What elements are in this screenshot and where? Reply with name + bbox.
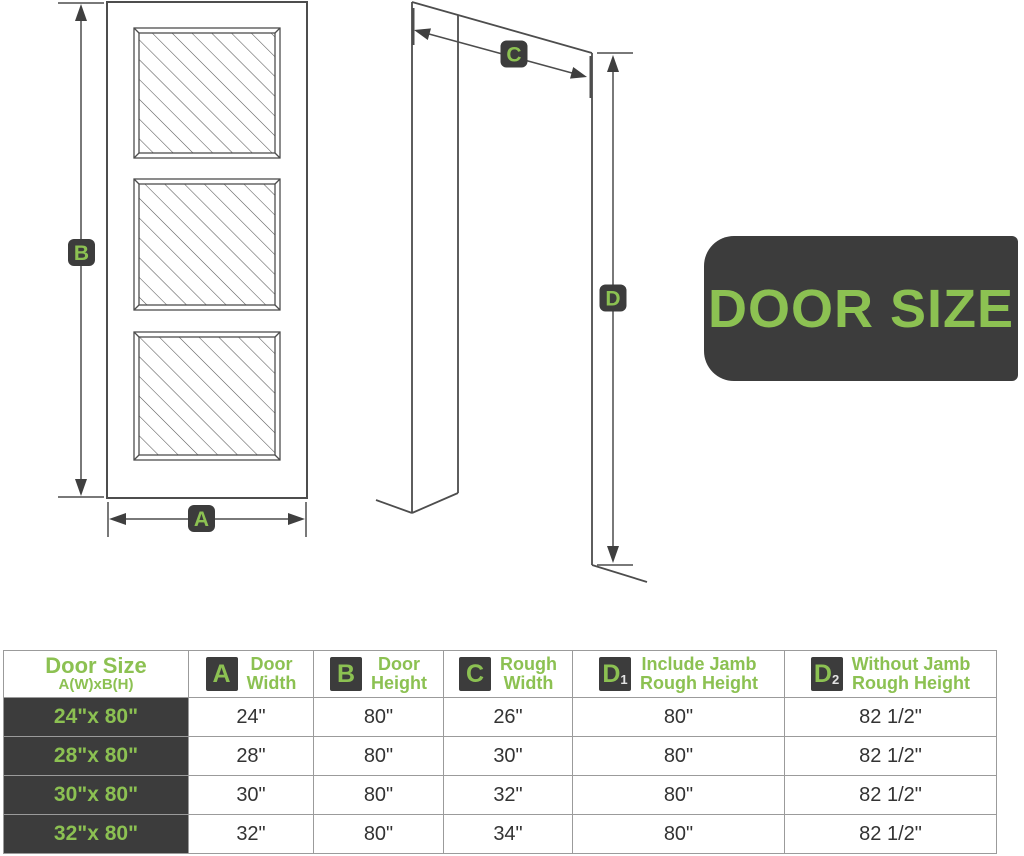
- door-panel-top: [134, 28, 280, 158]
- row-label: 28"x 80": [4, 737, 189, 776]
- badge-b: B: [330, 657, 362, 691]
- col-header-include-jamb-rough-height: [573, 651, 785, 698]
- badge-d2: D 2: [811, 657, 843, 691]
- arrowhead-right: [288, 513, 305, 525]
- arrowhead-upper-left: [414, 28, 431, 40]
- label-a: A: [193, 508, 210, 531]
- cell-door-height: 80": [314, 698, 444, 737]
- col-header-without-jamb-rough-height: [785, 651, 997, 698]
- cell-door-width: 28": [189, 737, 314, 776]
- cell-without-jamb-rough-height: 82 1/2": [785, 737, 997, 776]
- cell-include-jamb-rough-height: 80": [573, 815, 785, 854]
- door-size-title: DOOR SIZE: [707, 278, 1015, 339]
- cell-rough-width: 30": [444, 737, 573, 776]
- arrowhead-up: [607, 55, 619, 72]
- cell-door-width: 32": [189, 815, 314, 854]
- arrowhead-lower-right: [570, 67, 587, 79]
- badge-a: A: [206, 657, 238, 691]
- rough-width-label: Rough Width: [500, 654, 557, 693]
- arrowhead-left: [109, 513, 126, 525]
- badge-d1: D 1: [599, 657, 631, 691]
- col-header-door-width: [189, 651, 314, 698]
- cell-include-jamb-rough-height: 80": [573, 698, 785, 737]
- door-size-header-subtitle: A(W)xB(H): [58, 676, 134, 694]
- door-size-banner: [704, 236, 1018, 381]
- door-size-header-title: Door Size: [45, 653, 147, 679]
- door-size-spec-table: [3, 650, 997, 854]
- cell-without-jamb-rough-height: 82 1/2": [785, 776, 997, 815]
- cell-door-height: 80": [314, 737, 444, 776]
- table-row: [4, 698, 997, 737]
- col-header-rough-width: [444, 651, 573, 698]
- arrowhead-down: [75, 479, 87, 496]
- cell-include-jamb-rough-height: 80": [573, 776, 785, 815]
- dimension-d-rough-height: [597, 53, 633, 565]
- cell-without-jamb-rough-height: 82 1/2": [785, 815, 997, 854]
- arrowhead-up: [75, 4, 87, 21]
- col-header-door-height: [314, 651, 444, 698]
- row-label: 24"x 80": [4, 698, 189, 737]
- dimension-b-door-height: [58, 3, 104, 497]
- label-b: B: [73, 242, 90, 265]
- cell-without-jamb-rough-height: 82 1/2": [785, 698, 997, 737]
- cell-rough-width: 32": [444, 776, 573, 815]
- cell-rough-width: 26": [444, 698, 573, 737]
- table-row: [4, 815, 997, 854]
- cell-rough-width: 34": [444, 815, 573, 854]
- label-d: D: [605, 287, 621, 311]
- row-label: 32"x 80": [4, 815, 189, 854]
- row-label: 30"x 80": [4, 776, 189, 815]
- frame-left-jamb: [376, 2, 458, 513]
- table-row: [4, 776, 997, 815]
- dimension-c-rough-width: [414, 28, 587, 78]
- door-front-view: [107, 2, 307, 498]
- col-header-door-size: [4, 651, 189, 698]
- door-panel-middle: [134, 179, 280, 310]
- cell-door-height: 80": [314, 815, 444, 854]
- door-height-label: Door Height: [371, 654, 427, 693]
- cell-door-width: 30": [189, 776, 314, 815]
- table-header-row: [4, 651, 997, 698]
- badge-c: C: [459, 657, 491, 691]
- include-jamb-label: Include Jamb Rough Height: [640, 654, 758, 693]
- without-jamb-label: Without Jamb Rough Height: [851, 654, 971, 693]
- table-row: [4, 737, 997, 776]
- door-panel-bottom: [134, 332, 280, 460]
- cell-door-width: 24": [189, 698, 314, 737]
- cell-include-jamb-rough-height: 80": [573, 737, 785, 776]
- cell-door-height: 80": [314, 776, 444, 815]
- door-width-label: Door Width: [246, 654, 297, 693]
- label-c: C: [506, 43, 522, 67]
- dimension-a-door-width: [108, 502, 306, 537]
- arrowhead-down: [607, 546, 619, 563]
